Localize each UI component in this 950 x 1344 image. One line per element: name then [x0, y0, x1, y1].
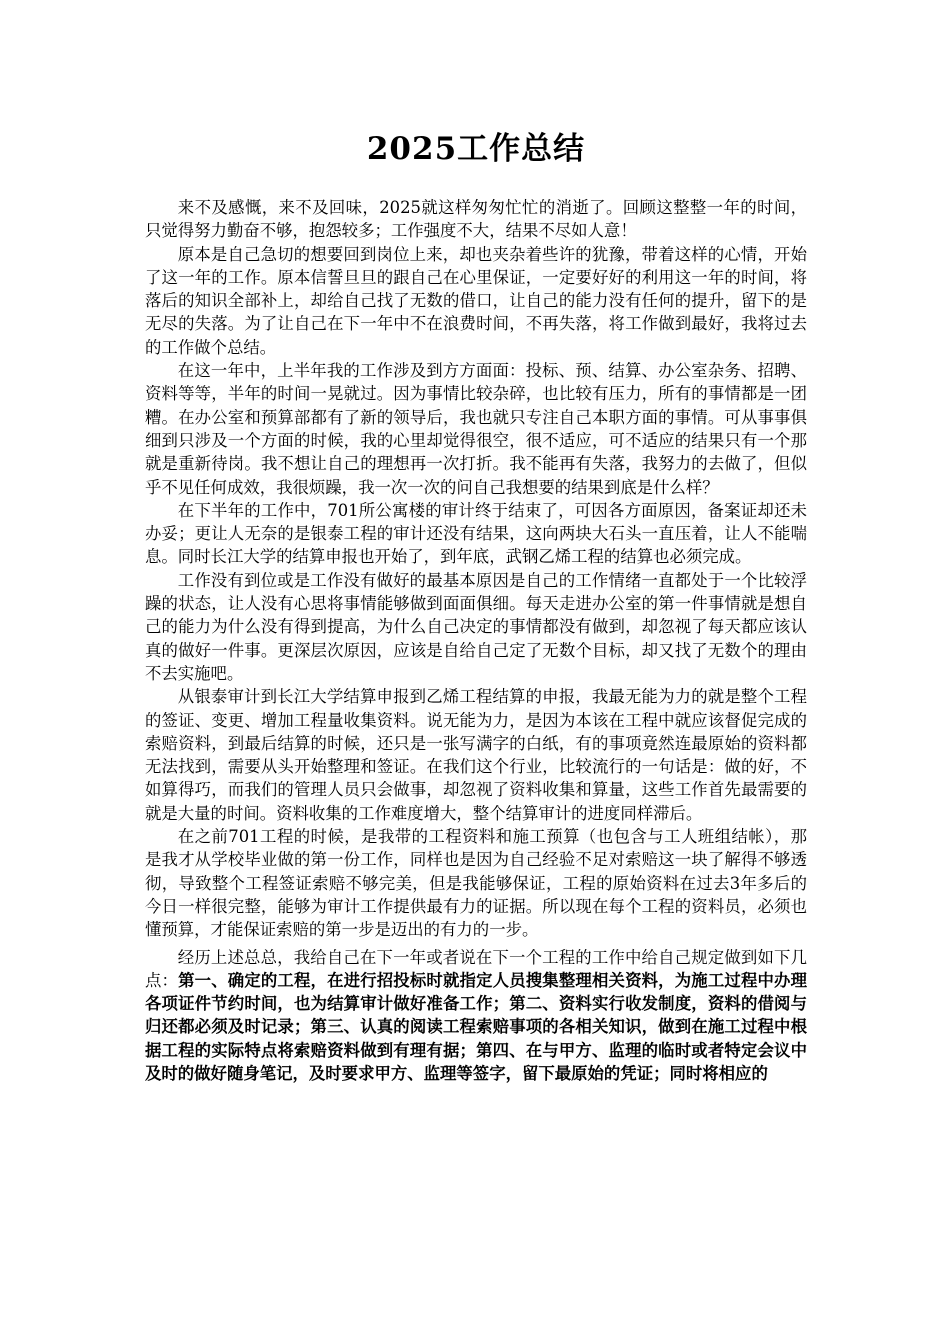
document-page — [145, 0, 807, 1085]
paragraph-8-bold-list: 第一、确定的工程，在进行招投标时就指定人员搜集整理相关资料，为施工过程中办理各项证件节约时间，也为结算审计做好准备工作；第二、资料实行收发制度，资料的借阅与归还都必须及时记录；第三、认真的阅读工程索赔事项的各相关知识，做到在施工过程中根据工程的实际特点将索赔资料做到有理有据；第四、在与甲方、监理的临时或者特定会议中及时的做好随身笔记，及时要求甲方、监理等签字，留下最原始的凭证；同时将相应的 — [145, 970, 807, 1083]
paragraph-4: 在下半年的工作中，701所公寓楼的审计终于结束了，可因各方面原因，备案证却还未办妥；更让人无奈的是银泰工程的审计还没有结果，这向两块大石头一直压着，让人不能喘息。同时长江大学的结算申报也开始了，到年底，武钢乙烯工程的结算也必须完成。 — [145, 500, 807, 567]
paragraph-6: 从银泰审计到长江大学结算申报到乙烯工程结算的申报，我最无能为力的就是整个工程的签证、变更、增加工程量收集资料。说无能为力，是因为本该在工程中就应该督促完成的索赔资料，到最后结算的时候，还只是一张写满字的白纸，有的事项竟然连最原始的资料都无法找到，需要从头开始整理和签证。在我们这个行业，比较流行的一句话是：做的好，不如算得巧，而我们的管理人员只会做事，却忽视了资料收集和算量，这些工作首先最需要的就是大量的时间。资料收集的工作难度增大，整个结算审计的进度同样滞后。 — [145, 687, 807, 823]
paragraph-3: 在这一年中，上半年我的工作涉及到方方面面：投标、预、结算、办公室杂务、招聘、资料等等，半年的时间一晃就过。因为事情比较杂碎，也比较有压力，所有的事情都是一团糟。在办公室和预算部都有了新的领导后，我也就只专注自己本职方面的事情。可从事事俱细到只涉及一个方面的时候，我的心里却觉得很空，很不适应，可不适应的结果只有一个那就是重新待岗。我不想让自己的理想再一次打折。我不能再有失落，我努力的去做了，但似乎不见任何成效，我很烦躁，我一次一次的问自己我想要的结果到底是什么样？ — [145, 361, 807, 497]
paragraph-1: 来不及感慨，来不及回味，2025就这样匆匆忙忙的消逝了。回顾这整整一年的时间，只觉得努力勤奋不够，抱怨较多；工作强度不大，结果不尽如人意！ — [145, 198, 807, 241]
paragraph-5: 工作没有到位或是工作没有做好的最基本原因是自己的工作情绪一直都处于一个比较浮躁的状态，让人没有心思将事情能够做到面面俱细。每天走进办公室的第一件事情就是想自己的能力为什么没有得到提高，为什么自己决定的事情都没有做到，却忽视了每天都应该认真的做好一件事。更深层次原因，应该是自给自己定了无数个目标，却又找了无数个的理由不去实施吧。 — [145, 570, 807, 683]
document-body — [145, 196, 807, 1085]
paragraph-7: 在之前701工程的时候，是我带的工程资料和施工预算（也包含与工人班组结帐），那是我才从学校毕业做的第一份工作，同样也是因为自己经验不足对索赔这一块了解得不够透彻，导致整个工程签证索赔不够完美，但是我能够保证，工程的原始资料在过去3年多后的今日一样很完整，能够为审计工作提供最有力的证据。所以现在每个工程的资料员，必须也懂预算，才能保证索赔的第一步是迈出的有力的一步。 — [145, 827, 807, 940]
paragraph-8-intro: 经历上述总总，我给自己在下一年或者说在下一个工程的工作中给自己规定做到如下几点： — [145, 947, 807, 990]
paragraph-2: 原本是自己急切的想要回到岗位上来，却也夹杂着些许的犹豫，带着这样的心情，开始了这一年的工作。原本信誓旦旦的跟自己在心里保证，一定要好好的利用这一年的时间，将落后的知识全部补上，却给自己找了无数的借口，让自己的能力没有任何的提升，留下的是无尽的失落。为了让自己在下一年中不在浪费时间，不再失落，将工作做到最好，我将过去的工作做个总结。 — [145, 244, 807, 357]
page-title: 2025工作总结 — [366, 131, 586, 167]
paragraph-8 — [145, 946, 807, 1086]
